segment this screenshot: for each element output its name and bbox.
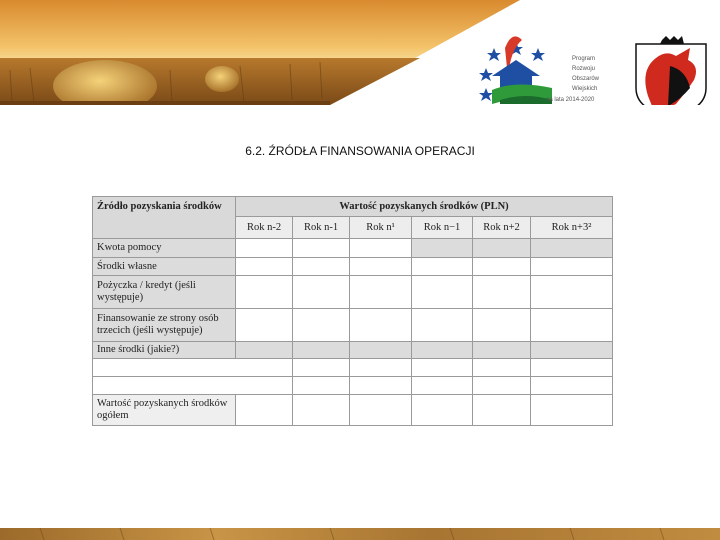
row-label: Wartość pozyskanych środków ogółem (93, 395, 236, 426)
prow-text-line-4: Wiejskich (572, 86, 598, 92)
footer-strip (0, 528, 720, 540)
table-row (93, 377, 613, 395)
table-cell[interactable] (293, 258, 350, 276)
table-cell[interactable] (350, 239, 412, 258)
table-cell[interactable] (473, 395, 531, 426)
table-row (93, 359, 613, 377)
table-row (93, 309, 613, 342)
table-cell[interactable] (350, 309, 412, 342)
year-column-header: Rok n−1 (412, 217, 473, 239)
table-row (93, 342, 613, 359)
table-cell[interactable] (473, 377, 531, 395)
table-cell[interactable] (531, 342, 613, 359)
year-column-header: Rok n¹ (350, 217, 412, 239)
table-cell[interactable] (293, 239, 350, 258)
table-cell[interactable] (350, 258, 412, 276)
table-cell[interactable] (531, 239, 613, 258)
table-row (93, 276, 613, 309)
table-cell[interactable] (412, 239, 473, 258)
table-cell[interactable] (412, 342, 473, 359)
table-cell[interactable] (236, 309, 293, 342)
table-cell[interactable] (236, 239, 293, 258)
banner-graphic (0, 0, 720, 105)
table-cell[interactable] (350, 395, 412, 426)
table-cell[interactable] (350, 276, 412, 309)
value-column-header: Wartość pozyskanych środków (PLN) (236, 197, 613, 217)
year-column-header: Rok n+2 (473, 217, 531, 239)
coat-of-arms-icon (636, 36, 706, 105)
table-cell[interactable] (293, 395, 350, 426)
table-cell[interactable] (412, 309, 473, 342)
table-row (93, 258, 613, 276)
row-label (93, 359, 293, 377)
table-cell[interactable] (473, 359, 531, 377)
table-cell[interactable] (293, 309, 350, 342)
table-cell[interactable] (531, 309, 613, 342)
table-cell[interactable] (473, 258, 531, 276)
table-cell[interactable] (293, 377, 350, 395)
table-cell[interactable] (236, 258, 293, 276)
header-banner (0, 0, 720, 105)
row-label: Środki własne (93, 258, 236, 276)
table-cell[interactable] (412, 377, 473, 395)
row-label: Inne środki (jakie?) (93, 342, 236, 359)
table-cell[interactable] (236, 276, 293, 309)
row-label: Finansowanie ze strony osób trzecich (jeśli występuje) (93, 309, 236, 342)
table-cell[interactable] (473, 276, 531, 309)
table-cell[interactable] (531, 276, 613, 309)
year-column-header: Rok n+3² (531, 217, 613, 239)
table-cell[interactable] (412, 258, 473, 276)
year-column-header: Rok n-1 (293, 217, 350, 239)
page-title: 6.2. ŹRÓDŁA FINANSOWANIA OPERACJI (245, 144, 475, 158)
prow-text-line-1: Program (572, 56, 596, 62)
wheat-strip-graphic (0, 528, 720, 540)
table-cell[interactable] (350, 342, 412, 359)
table-cell[interactable] (293, 276, 350, 309)
table-cell[interactable] (473, 342, 531, 359)
table-cell[interactable] (350, 359, 412, 377)
table-cell[interactable] (412, 359, 473, 377)
table-cell[interactable] (412, 276, 473, 309)
row-label: Kwota pomocy (93, 239, 236, 258)
table-row (93, 395, 613, 426)
row-label: Pożyczka / kredyt (jeśli występuje) (93, 276, 236, 309)
table-cell[interactable] (473, 239, 531, 258)
table-cell[interactable] (236, 395, 293, 426)
table-cell[interactable] (293, 359, 350, 377)
source-column-header: Źródło pozyskania środków (93, 197, 236, 239)
row-label (93, 377, 293, 395)
table-cell[interactable] (350, 377, 412, 395)
table-cell[interactable] (531, 359, 613, 377)
table-cell[interactable] (293, 342, 350, 359)
table-cell[interactable] (412, 395, 473, 426)
financing-sources-table (92, 196, 612, 429)
table-cell[interactable] (531, 377, 613, 395)
hay-bale-small (205, 66, 239, 92)
prow-text-line-3: Obszarów (572, 76, 600, 82)
table-cell[interactable] (531, 395, 613, 426)
table-cell[interactable] (531, 258, 613, 276)
table-cell[interactable] (473, 309, 531, 342)
prow-text-line-5: na lata 2014-2020 (546, 97, 595, 103)
year-column-header: Rok n-2 (236, 217, 293, 239)
table-row (93, 239, 613, 258)
prow-text-line-2: Rozwoju (572, 66, 596, 72)
table-cell[interactable] (236, 342, 293, 359)
